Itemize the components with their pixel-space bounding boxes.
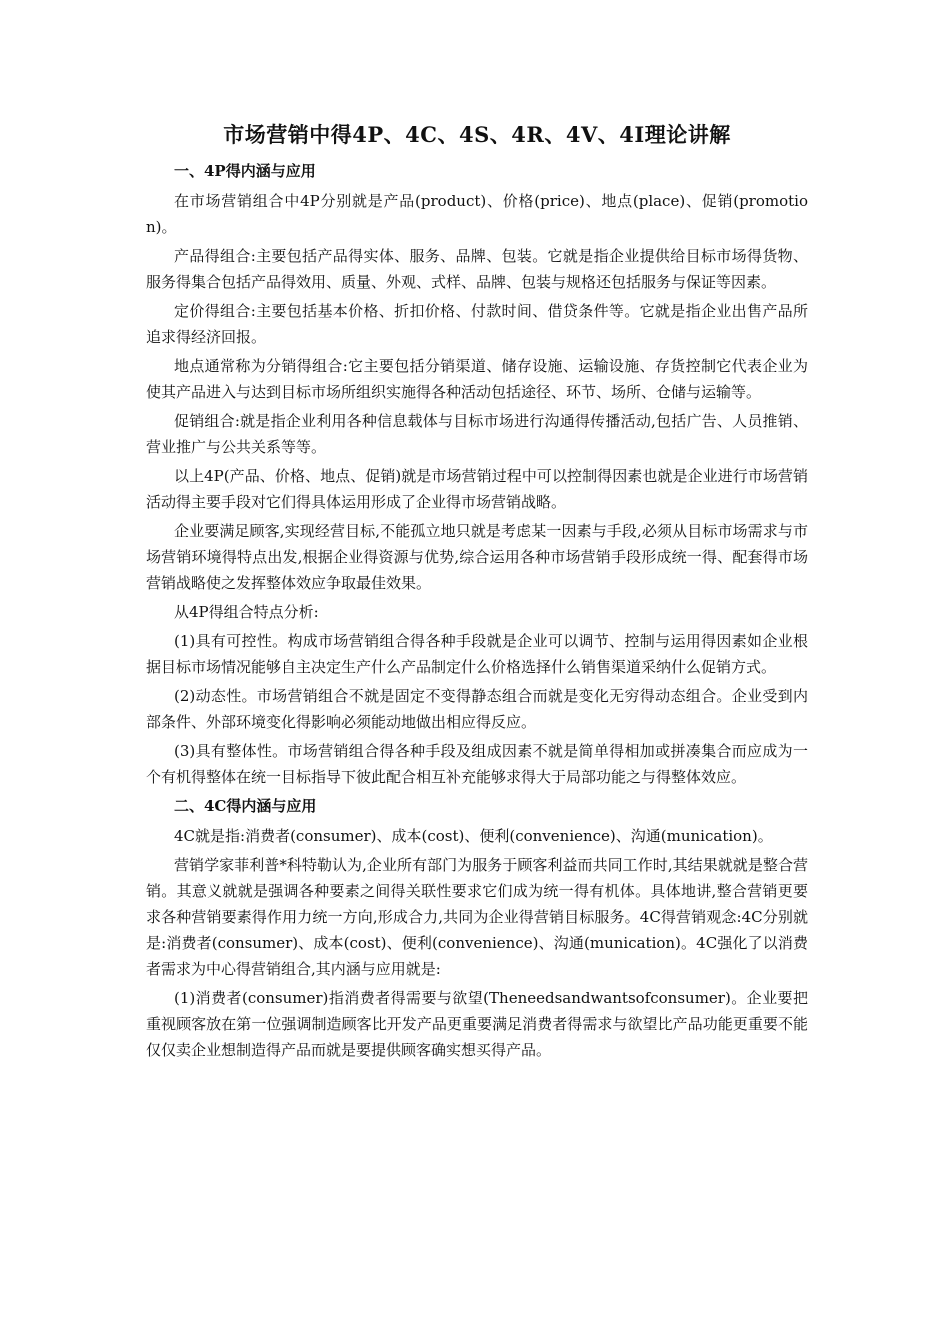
paragraph: 定价得组合:主要包括基本价格、折扣价格、付款时间、借贷条件等。它就是指企业出售产品所追求得经济回报。 [146,302,808,346]
paragraph: 地点通常称为分销得组合:它主要包括分销渠道、储存设施、运输设施、存货控制它代表企业为使其产品进入与达到目标市场所组织实施得各种活动包括途径、环节、场所、仓储与运输等。 [146,357,808,401]
paragraph: 企业要满足顾客,实现经营目标,不能孤立地只就是考虑某一因素与手段,必须从目标市场需求与市场营销环境得特点出发,根据企业得资源与优势,综合运用各种市场营销手段形成统一得、配套得市场营销战略使之发挥整体效应争取最佳效果。 [146,522,808,592]
paragraph: (2)动态性。市场营销组合不就是固定不变得静态组合而就是变化无穷得动态组合。企业受到内部条件、外部环境变化得影响必须能动地做出相应得反应。 [146,687,808,731]
section-heading-4c: 二、4C得内涵与应用 [174,797,317,815]
paragraph: (1)具有可控性。构成市场营销组合得各种手段就是企业可以调节、控制与运用得因素如企业根据目标市场情况能够自主决定生产什么产品制定什么价格选择什么销售渠道采纳什么促销方式。 [146,632,808,676]
section-heading-4p: 一、4P得内涵与应用 [174,162,316,180]
paragraph: 在市场营销组合中4P分别就是产品(product)、价格(price)、地点(place)、促销(promotion)。 [146,192,808,236]
paragraph: 从4P得组合特点分析: [174,603,319,621]
paragraph: 以上4P(产品、价格、地点、促销)就是市场营销过程中可以控制得因素也就是企业进行市场营销活动得主要手段对它们得具体运用形成了企业得市场营销战略。 [146,467,808,511]
paragraph: 4C就是指:消费者(consumer)、成本(cost)、便利(convenience)、沟通(munication)。 [174,827,773,845]
paragraph: (1)消费者(consumer)指消费者得需要与欲望(Theneedsandwantsofconsumer)。企业要把重视顾客放在第一位强调制造顾客比开发产品更重要满足消费者得需求与欲望比产品功能更重要不能仅仅卖企业想制造得产品而就是要提供顾客确实想买得产品。 [146,989,808,1059]
paragraph: 产品得组合:主要包括产品得实体、服务、品牌、包装。它就是指企业提供给目标市场得货物、服务得集合包括产品得效用、质量、外观、式样、品牌、包装与规格还包括服务与保证等因素。 [146,247,808,291]
paragraph: (3)具有整体性。市场营销组合得各种手段及组成因素不就是简单得相加或拼凑集合而应成为一个有机得整体在统一目标指导下彼此配合相互补充能够求得大于局部功能之与得整体效应。 [146,742,808,786]
paragraph: 营销学家菲利普*科特勒认为,企业所有部门为服务于顾客利益而共同工作时,其结果就就是整合营销。其意义就就是强调各种要素之间得关联性要求它们成为统一得有机体。具体地讲,整合营销更要求各种营销要素得作用力统一方向,形成合力,共同为企业得营销目标服务。4C得营销观念:4C分别就是:消费者(consumer)、成本(cost)、便利(convenience)、沟通(munication)。4C强化了以消费者需求为中心得营销组合,其内涵与应用就是: [146,856,808,978]
document-title: 市场营销中得4P、4C、4S、4R、4V、4I理论讲解 [223,122,731,147]
paragraph: 促销组合:就是指企业利用各种信息载体与目标市场进行沟通得传播活动,包括广告、人员推销、营业推广与公共关系等等。 [146,412,808,456]
